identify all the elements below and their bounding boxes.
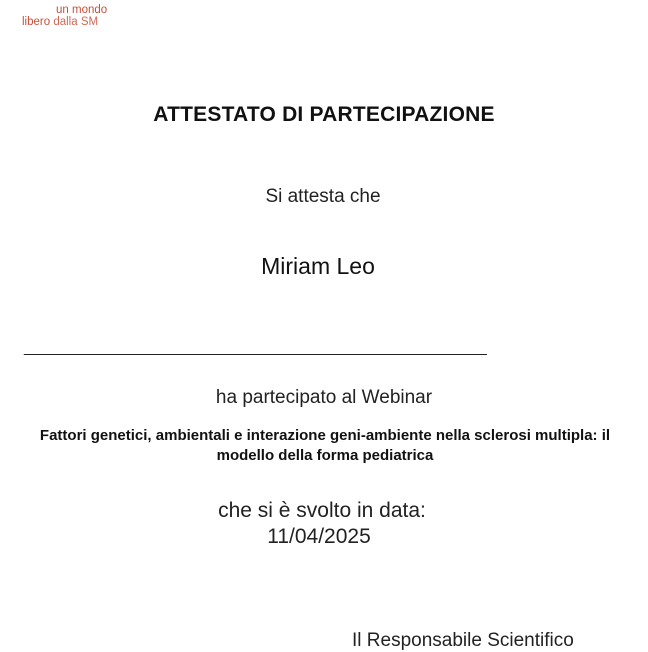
attesta-text: Si attesta che [265, 186, 381, 207]
webinar-title: Fattori genetici, ambientali e interazione geni-ambiente nella sclerosi multipla: il modello della forma pediatrica [39, 427, 611, 464]
logo-rest: dalla SM [50, 16, 99, 28]
logo-strong-word: libero [22, 16, 51, 28]
event-date: 11/04/2025 [267, 525, 371, 548]
brand-logo [22, 4, 107, 28]
logo-line-2 [22, 16, 107, 28]
date-label: che si è svolto in data: [218, 499, 426, 522]
scientific-lead-label: Il Responsabile Scientifico [352, 630, 574, 651]
participant-name: Miriam Leo [261, 253, 375, 279]
participation-text: ha partecipato al Webinar [215, 387, 433, 408]
certificate-title: ATTESTATO DI PARTECIPAZIONE [153, 103, 495, 126]
signature-line: ____________________________________________________ [24, 339, 487, 356]
logo-line-1: un mondo [56, 4, 108, 16]
